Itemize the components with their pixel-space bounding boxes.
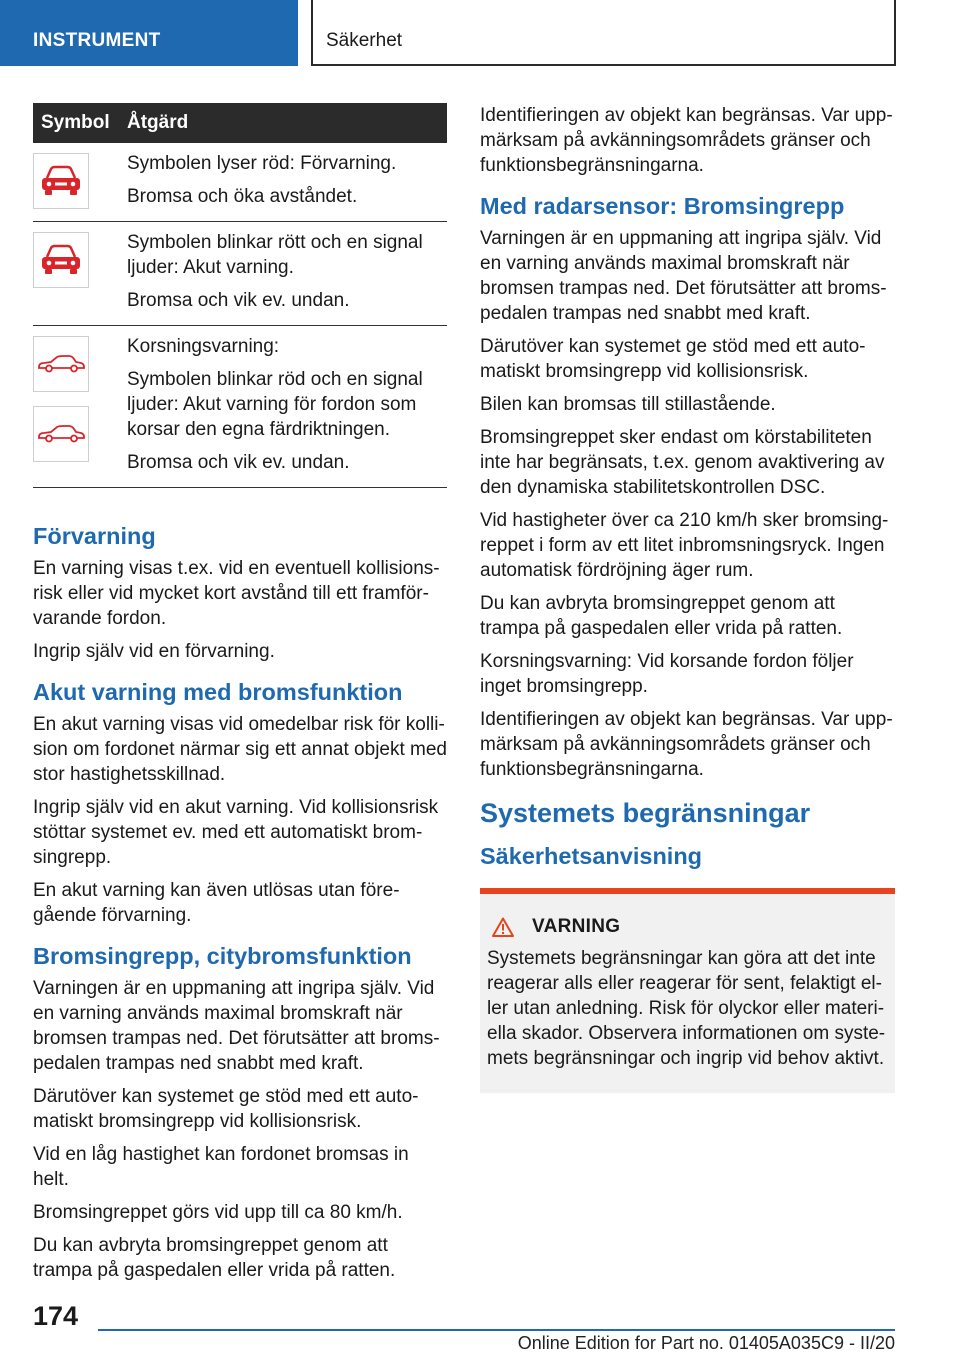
paragraph: Varningen är en uppmaning att ingripa själv. Vid en varning används maximal bromskraft när bromsen trampas ned. Det förutsätter att bromspedalen trampas ned snabbt med kraft. (480, 228, 887, 324)
paragraph: En varning visas t.ex. vid en eventuell kollisionsrisk eller vid mycket kort avstånd till ett framförvarande fordon. (33, 558, 440, 629)
car-side-red-icon (33, 336, 89, 392)
heading-sakerhetsanvisning: Säkerhetsanvisning (480, 843, 703, 869)
heading-forvarning: Förvarning (33, 523, 156, 549)
heading-citybroms: Bromsingrepp, citybromsfunktion (33, 943, 412, 969)
row-line: Korsningsvarning: (127, 336, 280, 357)
table-row (33, 326, 447, 488)
col-action-header: Åtgärd (127, 112, 189, 133)
paragraph: Vid hastigheter över ca 210 km/h sker bromsingreppet i form av ett litet inbromsningsryck. Ingen automatisk fördröjning äger rum. (480, 510, 889, 581)
left-column (33, 103, 447, 1291)
section-label: Säkerhet (326, 30, 403, 51)
row-line: Bromsa och öka avståndet. (127, 186, 358, 207)
row-line: Bromsa och vik ev. undan. (127, 290, 350, 311)
table-row (33, 143, 447, 222)
paragraph: Ingrip själv vid en förvarning. (33, 641, 275, 662)
table-header (33, 103, 447, 143)
row-line: Symbolen lyser röd: Förvarning. (127, 153, 397, 174)
footer-divider (98, 1329, 895, 1331)
paragraph: Därutöver kan systemet ge stöd med ett automatiskt bromsingrepp vid kollisionsrisk. (33, 1086, 419, 1132)
car-side-red-icon (33, 406, 89, 462)
row-line: Bromsa och vik ev. undan. (127, 452, 350, 473)
paragraph: Du kan avbryta bromsingreppet genom att trampa på gaspedalen eller vrida på ratten. (480, 593, 843, 639)
warning-triangle-icon (492, 917, 514, 937)
section-header (311, 0, 896, 66)
paragraph: Identifieringen av objekt kan begränsas. Var uppmärksam på avkänningsområdets gränser och funktionsbegränsningarna. (480, 105, 893, 176)
paragraph: Ingrip själv vid en akut varning. Vid kollisionsrisk stöttar systemet ev. med ett automatiskt bromsingrepp. (33, 797, 439, 868)
row-line: Symbolen blinkar röd och en signal ljuder: Akut varning för fordon som korsar den egna färdriktningen. (127, 369, 423, 440)
warning-text: Systemets begränsningar kan göra att det inte reagerar alls eller reagerar för sent, felaktigt eller utan anledning. Risk för olyckor eller materiella skador. Observera informationen om systemets begränsningar och ingrip vid behov aktivt. (487, 948, 886, 1069)
paragraph: Identifieringen av objekt kan begränsas. Var uppmärksam på avkänningsområdets gränser och funktionsbegränsningarna. (480, 709, 893, 780)
car-front-red-icon (33, 153, 89, 209)
warning-title: VARNING (532, 916, 621, 937)
heading-systemets-begransningar: Systemets begränsningar (480, 798, 811, 828)
paragraph: Bromsingreppet sker endast om körstabiliteten inte har begränsats, t.ex. genom avaktivering av den dynamiska stabilitetskontrollen DSC. (480, 427, 885, 498)
table-row (33, 222, 447, 326)
col-symbol-header: Symbol (41, 112, 110, 133)
chapter-tab[interactable] (0, 0, 298, 66)
symbol-table (33, 103, 447, 488)
car-front-red-icon (33, 232, 89, 288)
paragraph: Bromsingreppet görs vid upp till ca 80 km/h. (33, 1202, 403, 1223)
heading-akut-varning: Akut varning med bromsfunktion (33, 679, 403, 705)
paragraph: Vid en låg hastighet kan fordonet bromsas in helt. (33, 1144, 409, 1190)
paragraph: Bilen kan bromsas till stillastående. (480, 394, 776, 415)
row-line: Symbolen blinkar rött och en signal ljuder: Akut varning. (127, 232, 423, 278)
warning-box (480, 888, 895, 1093)
right-column (480, 103, 895, 1093)
paragraph: Varningen är en uppmaning att ingripa själv. Vid en varning används maximal bromskraft när bromsen trampas ned. Det förutsätter att bromspedalen trampas ned snabbt med kraft. (33, 978, 440, 1074)
page-number: 174 (33, 1301, 79, 1331)
footer-edition: Online Edition for Part no. 01405A035C9 - II/20 (517, 1333, 895, 1353)
heading-radarsensor: Med radarsensor: Bromsingrepp (480, 193, 845, 219)
paragraph: Därutöver kan systemet ge stöd med ett automatiskt bromsingrepp vid kollisionsrisk. (480, 336, 866, 382)
paragraph: Korsningsvarning: Vid korsande fordon följer inget bromsingrepp. (480, 651, 854, 697)
paragraph: Du kan avbryta bromsingreppet genom att trampa på gaspedalen eller vrida på ratten. (33, 1235, 396, 1281)
paragraph: En akut varning kan även utlösas utan föregående förvarning. (33, 880, 400, 926)
paragraph: En akut varning visas vid omedelbar risk för kollision om fordonet närmar sig ett annat objekt med stor hastighetsskillnad. (33, 714, 448, 785)
chapter-label: INSTRUMENT (33, 30, 161, 51)
